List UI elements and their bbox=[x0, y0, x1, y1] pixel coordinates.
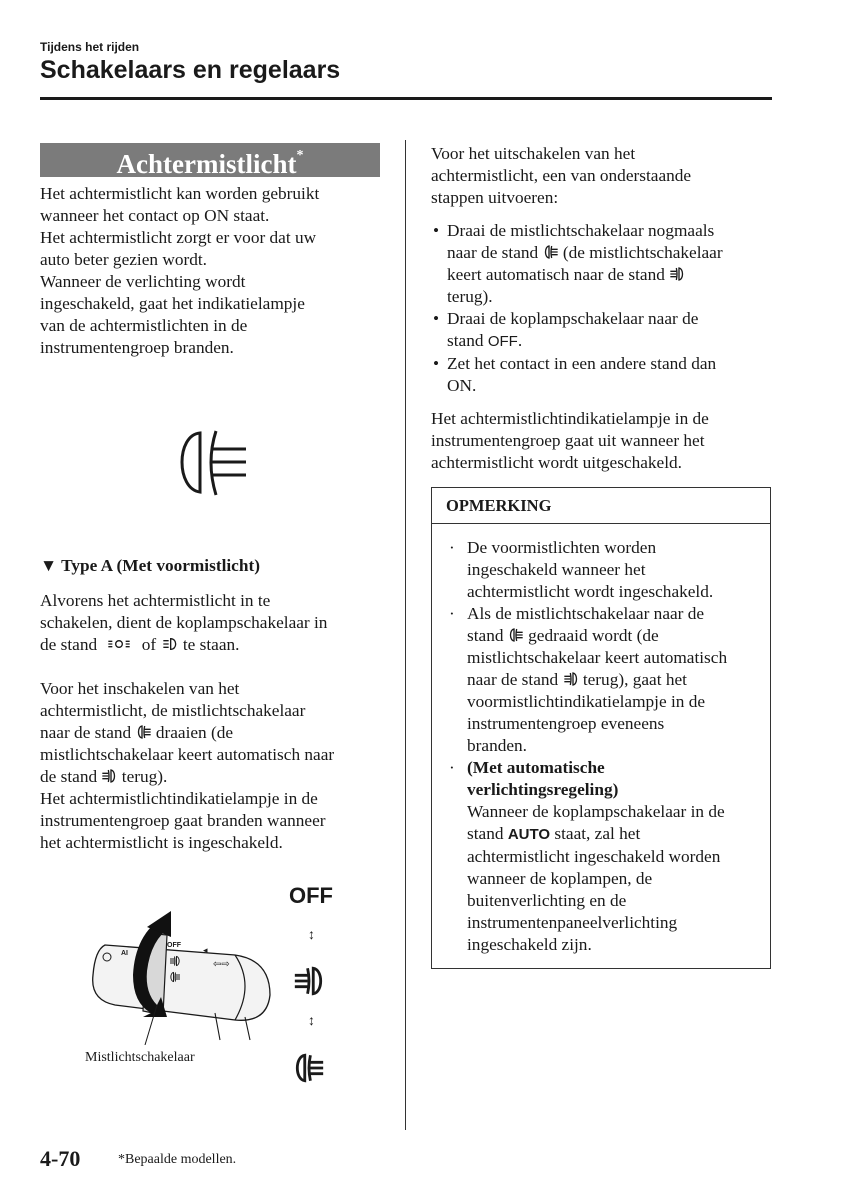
text-line: het achtermistlicht is ingeschakeld. bbox=[40, 833, 283, 852]
text-line: Alvorens het achtermistlicht in te bbox=[40, 591, 271, 610]
text-line: stappen uitvoeren: bbox=[431, 188, 559, 207]
text-line: Als de mistlichtschakelaar naar de bbox=[467, 604, 705, 623]
note-item bbox=[432, 537, 770, 603]
text-line: Voor het uitschakelen van het bbox=[431, 144, 636, 163]
rear-fog-position-icon bbox=[292, 1050, 326, 1086]
text-fragment: keert automatisch naar de stand bbox=[447, 265, 665, 284]
text-fragment: naar de stand bbox=[467, 670, 559, 689]
text-line: Voor het inschakelen van het bbox=[40, 679, 240, 698]
text-fragment: de stand bbox=[40, 767, 98, 786]
text-line bbox=[467, 823, 770, 846]
text-fragment: of bbox=[141, 635, 157, 654]
text-line bbox=[447, 264, 776, 286]
svg-text:⇦⇨: ⇦⇨ bbox=[213, 959, 230, 970]
text-line: auto beter gezien wordt. bbox=[40, 250, 207, 269]
off-label: OFF bbox=[289, 883, 333, 908]
text-line: achtermistlicht wordt uitgeschakeld. bbox=[431, 453, 682, 472]
text-line: buitenverlichting en de bbox=[467, 891, 627, 910]
text-line: instrumentengroep eveneens bbox=[467, 714, 665, 733]
text-line: instrumentenpaneelverlichting bbox=[467, 913, 678, 932]
text-line: Wanneer de verlichting wordt bbox=[40, 272, 246, 291]
text-line: achtermistlicht wordt ingeschakeld. bbox=[467, 582, 714, 601]
text-line: (Met automatische bbox=[467, 758, 605, 777]
text-line: ingeschakeld wanneer het bbox=[467, 560, 646, 579]
footnote: *Bepaalde modellen. bbox=[118, 1152, 237, 1167]
note-item bbox=[432, 757, 770, 956]
text-line: ingeschakeld, gaat het indikatielampje bbox=[40, 294, 305, 313]
rear-fog-icon bbox=[508, 627, 524, 643]
text-line: Het achtermistlicht zorgt er voor dat uw bbox=[40, 228, 317, 247]
text-line: Zet het contact in een andere stand dan bbox=[447, 354, 717, 373]
text-fragment: draaien (de bbox=[155, 723, 234, 742]
text-fragment: . bbox=[517, 331, 523, 350]
section-heading bbox=[40, 143, 380, 177]
updown-arrow-icon: ↕ bbox=[308, 1014, 315, 1029]
text-line: ON. bbox=[447, 376, 477, 395]
list-item bbox=[431, 308, 776, 353]
text-fragment: gedraaid wordt (de bbox=[528, 626, 659, 645]
text-line: achtermistlicht, een van onderstaande bbox=[431, 166, 692, 185]
bullet-dot: · bbox=[449, 538, 455, 557]
page-number: 4-70 bbox=[40, 1146, 81, 1171]
column-divider bbox=[405, 140, 406, 1130]
updown-arrow-icon: ↕ bbox=[308, 928, 315, 943]
text-line: wanneer het contact op ON staat. bbox=[40, 206, 270, 225]
text-fragment: staat, zal het bbox=[554, 824, 641, 843]
text-line: instrumentengroep branden. bbox=[40, 338, 234, 357]
text-fragment: te staan. bbox=[182, 635, 240, 654]
text-fragment: naar de stand bbox=[447, 243, 539, 262]
text-line: schakelen, dient de koplampschakelaar in bbox=[40, 613, 328, 632]
text-line: De voormistlichten worden bbox=[467, 538, 657, 557]
paragraph-indicator-off bbox=[431, 408, 776, 474]
text-line bbox=[467, 625, 770, 647]
bullet-dot: • bbox=[433, 221, 440, 240]
page-title: Schakelaars en regelaars bbox=[40, 56, 341, 84]
note-item bbox=[432, 603, 770, 757]
rear-fog-icon bbox=[136, 724, 152, 740]
text-fragment: naar de stand bbox=[40, 723, 132, 742]
text-line: Het achtermistlichtindikatielampje in de bbox=[40, 789, 318, 808]
bullet-dot: · bbox=[449, 604, 455, 623]
text-line: Het achtermistlichtindikatielampje in de bbox=[431, 409, 709, 428]
text-line: ingeschakeld zijn. bbox=[467, 935, 592, 954]
bullet-dot: · bbox=[449, 758, 455, 777]
text-fragment: stand bbox=[447, 331, 484, 350]
text-line bbox=[467, 669, 770, 691]
text-line bbox=[40, 722, 385, 744]
front-fog-icon bbox=[669, 266, 685, 282]
front-fog-position-icon bbox=[292, 963, 326, 999]
text-line: mistlichtschakelaar keert automatisch naar bbox=[40, 745, 335, 764]
subheading-type-a bbox=[40, 556, 260, 576]
intro-paragraph bbox=[40, 183, 385, 359]
note-box bbox=[431, 487, 771, 969]
note-title: OPMERKING bbox=[432, 488, 770, 524]
text-line bbox=[40, 634, 385, 656]
text-line bbox=[447, 330, 776, 353]
text-line: achtermistlicht ingeschakeld worden bbox=[467, 847, 721, 866]
text-line: Het achtermistlicht kan worden gebruikt bbox=[40, 184, 320, 203]
front-fog-icon bbox=[563, 671, 579, 687]
note-list bbox=[432, 537, 770, 956]
text-line bbox=[40, 766, 385, 788]
text-line: wanneer de koplampen, de bbox=[467, 869, 653, 888]
figure-caption: Mistlichtschakelaar bbox=[85, 1050, 195, 1065]
text-line: voormistlichtindikatielampje in de bbox=[467, 692, 706, 711]
section-label: Tijdens het rijden bbox=[40, 40, 140, 54]
list-item bbox=[431, 353, 776, 397]
text-line: instrumentengroep gaat branden wanneer bbox=[40, 811, 326, 830]
svg-text:◂: ◂ bbox=[203, 945, 208, 955]
subheading-text: Type A (Met voormistlicht) bbox=[61, 556, 260, 575]
list-item bbox=[431, 220, 776, 308]
text-line: instrumentengroep gaat uit wanneer het bbox=[431, 431, 705, 450]
text-line: terug). bbox=[447, 287, 493, 306]
parking-light-icon bbox=[101, 636, 137, 652]
text-fragment: stand bbox=[467, 824, 504, 843]
text-line: van de achtermistlichten in de bbox=[40, 316, 248, 335]
text-fragment: de stand bbox=[40, 635, 98, 654]
switch-position-code: OFF bbox=[487, 333, 518, 350]
heading-text: Achtermistlicht bbox=[116, 149, 297, 179]
headlight-icon bbox=[161, 636, 179, 652]
text-line: Draai de mistlichtschakelaar nogmaals bbox=[447, 221, 715, 240]
title-rule bbox=[40, 97, 772, 100]
bullet-dot: • bbox=[433, 309, 440, 328]
off-steps-list bbox=[431, 220, 776, 397]
text-line: Wanneer de koplampschakelaar in de bbox=[467, 802, 725, 821]
text-fragment: terug), gaat het bbox=[582, 670, 687, 689]
paragraph-switch-on bbox=[40, 678, 385, 854]
triangle-bullet-icon: ▼ bbox=[40, 556, 58, 575]
bullet-dot: • bbox=[433, 354, 440, 373]
rear-fog-indicator-icon bbox=[172, 425, 252, 500]
text-line: verlichtingsregeling) bbox=[467, 780, 619, 799]
text-line bbox=[447, 242, 776, 264]
text-fragment: stand bbox=[467, 626, 504, 645]
svg-text:AI: AI bbox=[121, 950, 128, 957]
text-line: branden. bbox=[467, 736, 527, 755]
rear-fog-icon bbox=[543, 244, 559, 260]
switch-position-code: AUTO bbox=[507, 826, 551, 843]
svg-text:OFF: OFF bbox=[167, 942, 181, 949]
paragraph-prerequisite bbox=[40, 590, 385, 656]
text-fragment: terug). bbox=[121, 767, 168, 786]
text-line: Draai de koplampschakelaar naar de bbox=[447, 309, 699, 328]
text-line: mistlichtschakelaar keert automatisch bbox=[467, 648, 728, 667]
heading-asterisk: * bbox=[296, 148, 304, 163]
front-fog-icon bbox=[101, 768, 117, 784]
paragraph-switch-off bbox=[431, 143, 776, 209]
light-switch-illustration bbox=[85, 905, 285, 1045]
text-line: achtermistlicht, de mistlichtschakelaar bbox=[40, 701, 306, 720]
text-fragment: (de mistlichtschakelaar bbox=[562, 243, 723, 262]
